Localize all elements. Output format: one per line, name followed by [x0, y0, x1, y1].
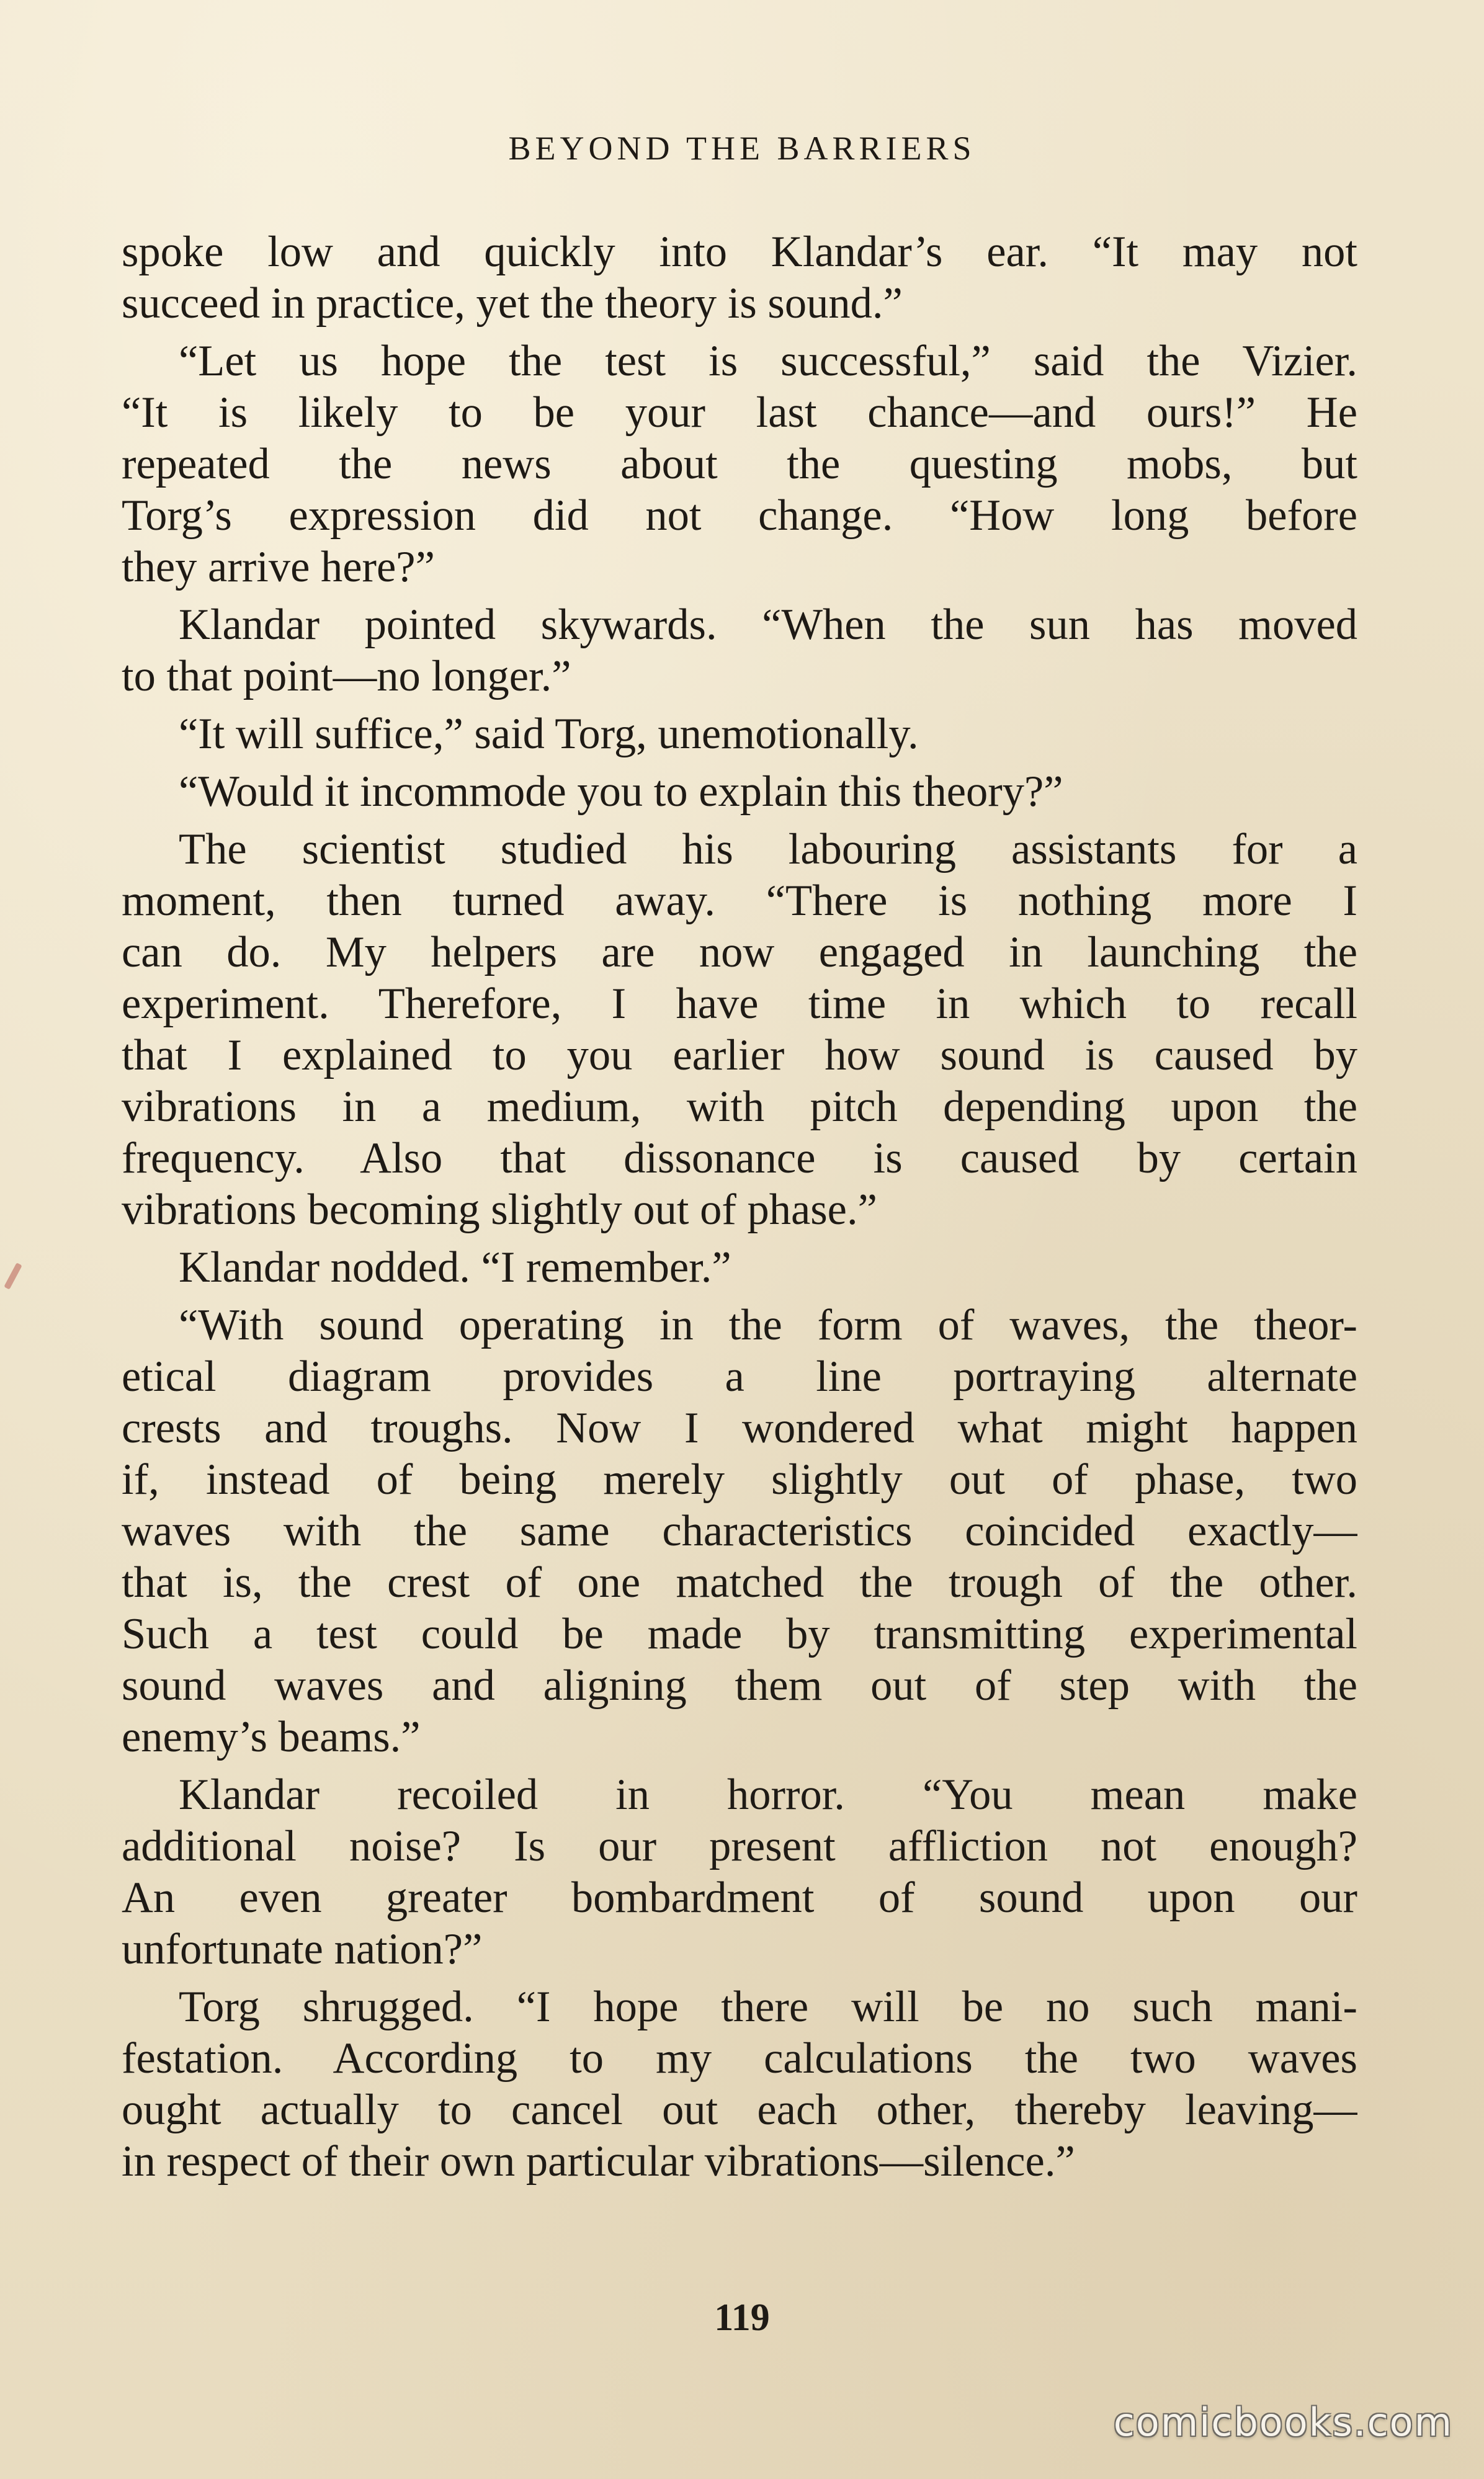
paragraph — [122, 708, 1357, 760]
text-line: festation. According to my calculations the two waves — [122, 2034, 1357, 2083]
paragraph — [122, 226, 1357, 329]
text-line: additional noise? Is our present affliction not enough? — [122, 1822, 1357, 1870]
text-line: experiment. Therefore, I have time in which to recall — [122, 980, 1357, 1028]
paragraph-gap — [122, 818, 1357, 824]
paragraph — [122, 336, 1357, 593]
text-line: waves with the same characteristics coincided exactly— — [122, 1507, 1357, 1555]
text-line: in respect of their own particular vibrations—silence.” — [122, 2137, 1075, 2186]
text-line: “It will suffice,” said Torg, unemotionally. — [179, 710, 919, 758]
text-line: repeated the news about the questing mobs, but — [122, 440, 1357, 488]
paragraph-gap — [122, 329, 1357, 336]
paragraph — [122, 1242, 1357, 1293]
paragraph — [122, 1300, 1357, 1763]
text-line: that I explained to you earlier how sound is caused by — [122, 1031, 1357, 1079]
paragraph-gap — [122, 1975, 1357, 1981]
text-line: if, instead of being merely slightly out of phase, two — [122, 1455, 1357, 1504]
text-line: crests and troughs. Now I wondered what might happen — [122, 1404, 1357, 1452]
page-number: 119 — [714, 2297, 770, 2339]
text-line: Such a test could be made by transmitting experimental — [122, 1610, 1357, 1658]
text-line: spoke low and quickly into Klandar’s ear. “It may not — [122, 228, 1357, 276]
text-line: sound waves and aligning them out of step with the — [122, 1661, 1357, 1710]
paragraph — [122, 1769, 1357, 1975]
paragraph — [122, 766, 1357, 818]
text-line: vibrations becoming slightly out of phase.” — [122, 1186, 877, 1234]
text-line: Klandar nodded. “I remember.” — [179, 1243, 731, 1292]
text-line: Torg’s expression did not change. “How long before — [122, 491, 1357, 540]
text-line: unfortunate nation?” — [122, 1925, 483, 1973]
paragraph-gap — [122, 1763, 1357, 1769]
paragraph-gap — [122, 702, 1357, 708]
watermark-text: comicbooks.com — [1113, 2400, 1453, 2445]
text-line: enemy’s beams.” — [122, 1713, 421, 1761]
paragraph — [122, 824, 1357, 1236]
text-line: “It is likely to be your last chance—and ours!” He — [122, 388, 1357, 437]
text-line: can do. My helpers are now engaged in launching the — [122, 928, 1357, 976]
text-line: The scientist studied his labouring assistants for a — [179, 825, 1357, 873]
text-line: Torg shrugged. “I hope there will be no such mani- — [179, 1983, 1357, 2031]
paragraph — [122, 1981, 1357, 2187]
text-line: they arrive here?” — [122, 543, 435, 591]
text-line: “Let us hope the test is successful,” said the Vizier. — [179, 337, 1357, 385]
text-line: Klandar recoiled in horror. “You mean make — [179, 1771, 1357, 1819]
paragraph-gap — [122, 593, 1357, 599]
text-line: that is, the crest of one matched the trough of the other. — [122, 1558, 1357, 1607]
text-line: An even greater bombardment of sound upon our — [122, 1874, 1357, 1922]
text-line: “With sound operating in the form of waves, the theor- — [179, 1301, 1357, 1349]
paragraph-gap — [122, 1236, 1357, 1242]
text-line: frequency. Also that dissonance is caused by certain — [122, 1134, 1357, 1182]
paragraph-gap — [122, 1293, 1357, 1300]
margin-mark — [4, 1262, 22, 1290]
paragraph — [122, 599, 1357, 702]
body-text — [122, 226, 1357, 2187]
text-line: Klandar pointed skywards. “When the sun has moved — [179, 601, 1357, 649]
text-line: succeed in practice, yet the theory is sound.” — [122, 279, 903, 328]
text-line: moment, then turned away. “There is nothing more I — [122, 877, 1357, 925]
text-line: etical diagram provides a line portraying alternate — [122, 1352, 1357, 1401]
text-line: to that point—no longer.” — [122, 652, 571, 700]
text-line: vibrations in a medium, with pitch depending upon the — [122, 1083, 1357, 1131]
text-line: ought actually to cancel out each other, thereby leaving— — [122, 2086, 1357, 2134]
text-line: “Would it incommode you to explain this theory?” — [179, 767, 1063, 816]
running-head: BEYOND THE BARRIERS — [508, 130, 976, 167]
paragraph-gap — [122, 760, 1357, 766]
